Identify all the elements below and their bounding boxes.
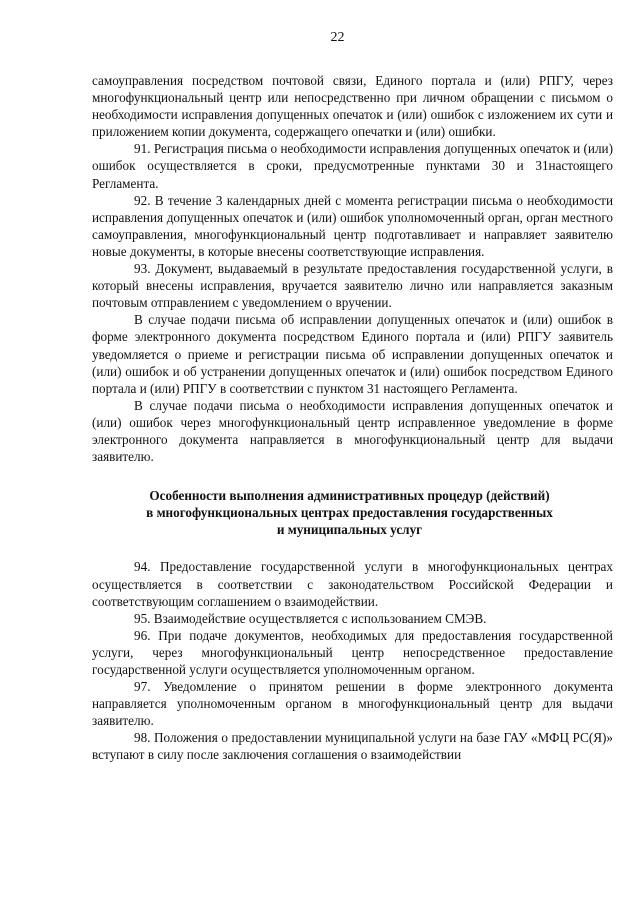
section-heading [92,487,613,538]
paragraph-95: 95. Взаимодействие осуществляется с использованием СМЭВ. [134,610,487,626]
section-heading-line: и муниципальных услуг [276,522,423,538]
paragraph-98: 98. Положения о предоставлении муниципальной услуги на базе ГАУ «МФЦ РС(Я)» вступают в силу после заключения соглашения о взаимодействии [92,730,613,763]
paragraph-93-mfc: В случае подачи письма о необходимости исправления допущенных опечаток и (или) ошибок через многофункциональный центр исправленное уведомление в форме электронного документа направляется в многофункциональный центр для выдачи заявителю. [92,397,613,465]
paragraph-97: 97. Уведомление о принятом решении в форме электронного документа направляется уполномоченным органом в многофункциональный центр для выдачи заявителю. [92,679,613,729]
paragraph-94: 94. Предоставление государственной услуги в многофункциональных центрах осуществляется в соответствии с законодательством Российской Федерации и соответствующим соглашением о взаимодействии. [92,559,613,609]
page-number: 22 [330,30,345,45]
paragraph-92: 92. В течение 3 календарных дней с момента регистрации письма о необходимости исправления допущенных опечаток и (или) ошибок уполномоченный орган, орган местного самоуправления, многофункциональный центр подготавливает и направляет заявителю новые документы, в которые внесены соответствующие исправления. [92,192,613,259]
paragraph-continuation: самоуправления посредством почтовой связи, Единого портала и (или) РПГУ, через многофункциональный центр или непосредственно при личном обращении с письмом о необходимости исправления допущенных опечаток и (или) ошибок с изложением их сути и приложением копии документа, содержащего опечатки и (или) ошибки. [92,73,613,140]
paragraph-93-electronic: В случае подачи письма об исправлении допущенных опечаток и (или) ошибок в форме электронного документа посредством Единого портала и (или) РПГУ заявитель уведомляется о приеме и регистрации письма об исправлении допущенных опечаток и (или) ошибок и об устранении допущенных опечаток и (или) ошибок посредством Единого портала и (или) РПГУ в соответствии с пунктом 31 настоящего Регламента. [92,312,613,396]
section-heading-line: Особенности выполнения административных процедур (действий) [149,488,550,504]
document-body [92,72,613,764]
paragraph-91: 91. Регистрация письма о необходимости исправления допущенных опечаток и (или) ошибок осуществляется в сроки, предусмотренные пунктами 30 и 31настоящего Регламента. [92,141,613,191]
paragraph-93: 93. Документ, выдаваемый в результате предоставления государственной услуги, в который внесены исправления, вручается заявителю лично или направляется заказным почтовым отправлением с уведомлением о вручении. [92,261,613,311]
paragraph-96: 96. При подаче документов, необходимых для предоставления государственной услуги, через многофункциональный центр непосредственное предоставление государственной услуги осуществляется уполномоченным органом. [92,627,613,677]
section-heading-line: в многофункциональных центрах предоставления государственных [146,505,553,521]
